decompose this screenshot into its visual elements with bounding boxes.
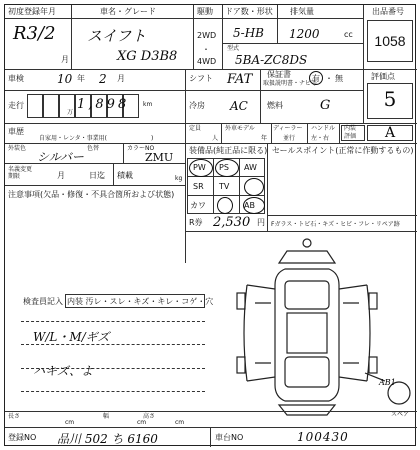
displacement-label: 排気量 [290,7,314,16]
first-registration-unit: 月 [61,55,69,64]
length-unit: cm [65,419,75,426]
ac-label: 冷房 [189,101,205,110]
handle-options: 左・右 [311,135,330,142]
r-ticket-label: R券 [189,218,203,227]
capacity-label: 定員 [189,125,202,132]
spare-label: スペア [391,411,410,418]
glass-items: Fガラス・トビ石・キズ・ヒビ・フレ・リペア跡 [271,221,400,228]
drive-label: 駆動 [197,7,213,16]
fuel-value: G [320,98,331,113]
history-label: 車歴 [8,127,24,136]
inspector-categories: 内装 汚レ・スレ・キズ・キレ・コゲ・穴 [67,297,214,306]
chassis-value: 100430 [297,430,349,444]
lot-label: 出品番号 [372,7,404,16]
equip-aw: AW [244,163,257,172]
mark-ab1: AB1 [379,378,396,387]
dealer-label: ディーラー [273,125,303,132]
car-diagram [225,233,417,418]
inspection-year-unit: 年 [77,74,85,83]
equip-ps: PS [219,163,229,172]
interior-sub: 評価 [344,133,357,140]
warranty-label: 保証書 [267,70,291,79]
inspector-comment-1: W/L・M/ギズ [33,330,110,344]
first-registration-value: R3/2 [13,23,56,44]
r-ticket-value: 2,530 [213,215,251,230]
first-registration-label: 初度登録年月 [8,7,56,16]
mileage-label: 走行 [8,101,24,110]
score-value: 5 [383,87,397,111]
selling-points-label: セールスポイント(正常に作動するもの) [272,146,414,155]
inspection-year: 10 [57,72,73,86]
model-value: 5BA-ZC8DS [235,53,308,67]
inspection-month: 2 [99,72,107,86]
warranty-sub: 取扱説明書・ナビ等 [263,80,318,87]
reg-no-value: 品川 502 ち 6160 [57,432,158,446]
height-unit: cm [175,419,185,426]
exterior-color-value: シルバー [37,150,84,164]
drive-2wd: 2WD [197,31,217,40]
load-label: 積載 [117,171,133,180]
car-name-label: 車名・グレード [100,7,156,16]
length-label: 長さ [8,413,21,420]
handle-label: ハンドル [311,125,336,132]
equipment-label: 装備品(純正品に限る) [189,146,268,155]
equip-tv: TV [219,182,230,191]
r-ticket-unit: 円 [257,218,265,227]
notes-label: 注意事項(欠品・修復・不具合箇所および状態) [8,190,175,199]
lot-number: 1058 [374,33,406,49]
name-change-month: 月 [57,171,65,180]
exterior-color-label: 外装色 [8,145,27,152]
reg-no-label: 登録NO [8,433,37,442]
capacity-unit: 人 [212,135,219,142]
color-no-value: ZMU [145,151,174,164]
model-label: 型式 [227,45,240,52]
height-label: 高さ [143,413,156,420]
width-unit: cm [137,419,147,426]
name-change-label: 名義変更期限 [8,166,33,180]
name-change-day: 日迄 [89,171,105,180]
drive-4wd: 4WD [197,57,217,66]
interior-value: A [384,125,396,141]
grade-value: XG D3B8 [117,49,178,64]
chassis-label: 車台NO [215,433,244,442]
warranty-have: 有 [312,74,320,83]
exterior-model-unit: 年 [261,135,268,142]
car-name-value: スイフト [87,27,147,45]
shift-label: シフト [189,74,213,83]
score-label: 評価点 [371,72,395,81]
mileage-value: 1,898 [77,97,130,112]
exterior-model-label: 外車モデル [225,125,255,132]
fuel-label: 燃料 [267,101,283,110]
equip-ab: AB [244,201,255,210]
door-value: 5-HB [233,26,264,40]
ac-value: AC [230,99,248,113]
inspector-label: 検査員記入 [23,297,63,306]
displacement-unit: cc [344,30,353,39]
inspector-comment-2: ハキズ、よ [33,364,94,378]
warranty-none: 無 [335,74,343,83]
color-no-label: カラーNO [127,145,155,152]
equip-ka: カワ [190,201,206,210]
load-unit: kg [175,175,183,182]
color-change-label: 色替 [87,145,100,152]
inspection-month-unit: 月 [117,74,125,83]
shift-value: FAT [227,72,253,87]
displacement-value: 1200 [289,27,320,41]
mileage-unit: 万 [67,109,74,116]
equip-pw: PW [193,163,206,172]
equip-sr: SR [193,182,204,191]
mileage-suffix: km [143,101,153,108]
interior-label: 内装 [344,125,357,132]
door-label: ドア数・形状 [225,7,273,16]
inspection-label: 車検 [8,74,24,83]
width-label: 幅 [103,413,110,420]
history-options: 自家用・レンタ・事業用( [39,135,107,142]
auction-sheet: 初度登録年月 R3/2 月 車名・グレード スイフト XG D3B8 駆動 2WD ・ 4WD ドア数・形状 5-HB 排気量 1200 cc 型式 5BA-ZC8DS 出品番号 1058 車検 10 年 2 月 シフト FAT 保証書 取扱説明書・ナビ等 有 ・ 無 評価点 5 走行 万 1,898 km 冷房 AC 燃料 G 車歴 自家用・レンタ・事業用( ) 定員 人 外車モデル 年 ディーラー 並行 ハンドル 左・右 内装 評価 A 外装色 シルバー 色替 カラーNO ZMU 名義変更期限 月 日迄 積載 kg 注意事項(欠品・修復・不具合箇所および状態) 装備品(純正品に限る) PW PS AW SR TV カワ AB R券 2,530 円 セールスポイント(正常に作動するもの) Fガラス・トビ石・キズ・ヒビ・フレ・リペア跡 検査員記入 内装 汚レ・スレ・キズ・キレ・コゲ・穴 W/L・M/ギズ ハキズ、よ AB1 スペア 長さ cm 幅 cm 高さ cm 登録NO 品川 502 ち 6160 車台NO 100430 [4,4,416,446]
dealer-sub: 並行 [283,135,296,142]
